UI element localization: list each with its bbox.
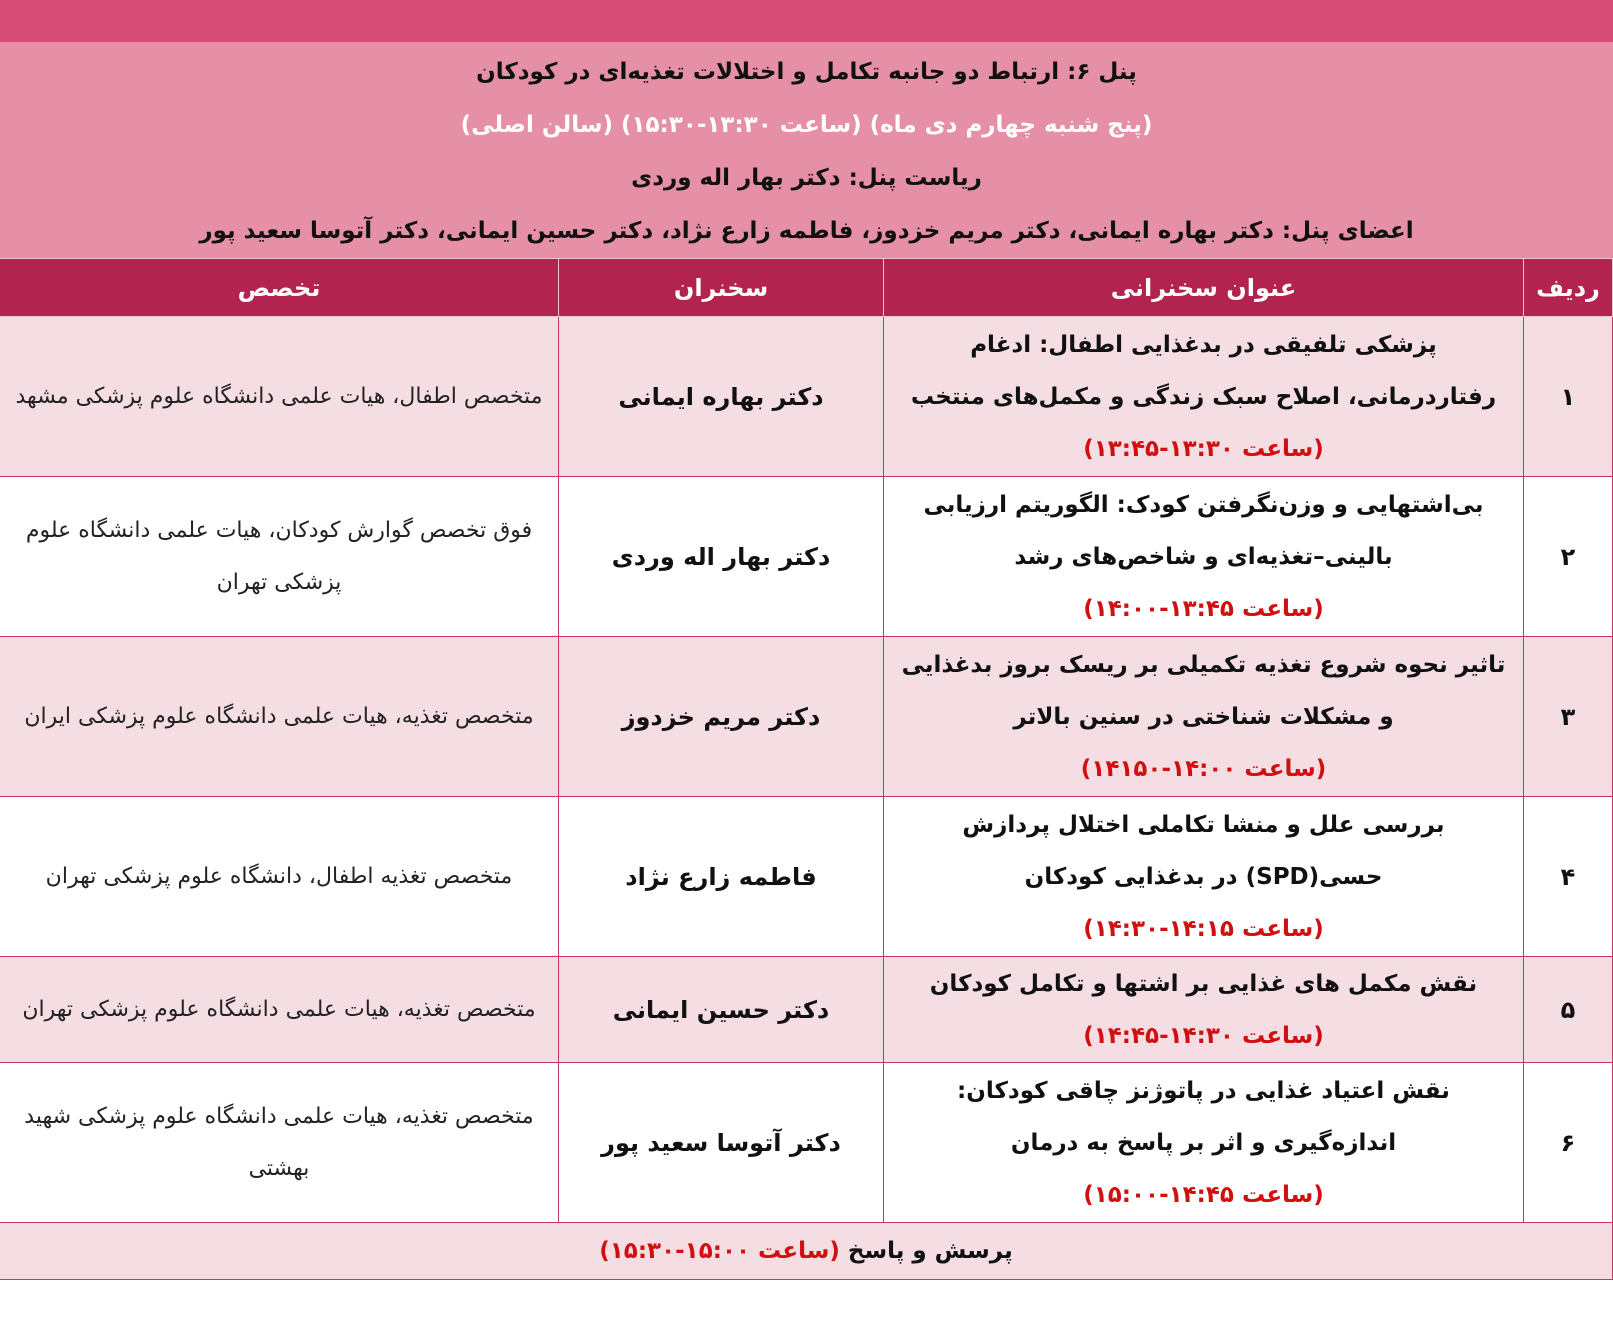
table-row	[0, 1063, 1613, 1223]
row-number: ۲	[1524, 477, 1613, 637]
speaker-specialty: متخصص تغذیه، هیات علمی دانشگاه علوم پزشکی شهید بهشتی	[0, 1063, 559, 1223]
table-row	[0, 477, 1613, 637]
talk-title: نقش اعتیاد غذایی در پاتوژنز چاقی کودکان: اندازه‌گیری و اثر بر پاسخ به درمان	[957, 1077, 1450, 1156]
column-header-title: عنوان سخنرانی	[884, 259, 1524, 317]
speaker-name: دکتر حسین ایمانی	[559, 957, 884, 1063]
talk-cell	[884, 317, 1524, 477]
table-row	[0, 637, 1613, 797]
row-number: ۴	[1524, 797, 1613, 957]
speaker-name: دکتر آتوسا سعید پور	[559, 1063, 884, 1223]
talk-time: (ساعت ۱۴:۰۰-۱۴۱۵۰)	[1080, 755, 1327, 782]
talk-cell	[884, 957, 1524, 1063]
panel-chair: ریاست پنل: دکتر بهار اله وردی	[631, 165, 982, 191]
panel-title: پنل ۶: ارتباط دو جانبه تکامل و اختلالات تغذیه‌ای در کودکان	[476, 59, 1137, 85]
speaker-specialty: متخصص اطفال، هیات علمی دانشگاه علوم پزشکی مشهد	[0, 317, 559, 477]
talk-time: (ساعت ۱۴:۱۵-۱۴:۳۰)	[1083, 915, 1324, 942]
column-header-specialty: تخصص	[0, 259, 559, 317]
talk-cell	[884, 477, 1524, 637]
talk-title: بررسی علل و منشا تکاملی اختلال پردازش حسی(SPD) در بدغذایی کودکان	[962, 811, 1445, 890]
panel-date-time: (پنج شنبه چهارم دی ماه) (ساعت ۱۳:۳۰-۱۵:۳۰) (سالن اصلی)	[460, 112, 1153, 138]
speaker-name: دکتر بهار اله وردی	[559, 477, 884, 637]
speaker-specialty: متخصص تغذیه، هیات علمی دانشگاه علوم پزشکی ایران	[0, 637, 559, 797]
row-number: ۵	[1524, 957, 1613, 1063]
row-number: ۳	[1524, 637, 1613, 797]
talk-cell	[884, 797, 1524, 957]
table-row	[0, 957, 1613, 1063]
talk-title: نقش مکمل های غذایی بر اشتها و تکامل کودکان	[929, 970, 1478, 997]
speaker-name: دکتر بهاره ایمانی	[559, 317, 884, 477]
table-header-row	[0, 259, 1613, 317]
panel-members: اعضای پنل: دکتر بهاره ایمانی، دکتر مریم خزدوز، فاطمه زارع نژاد، دکتر حسین ایمانی، دکتر آتوسا سعید پور	[199, 218, 1414, 244]
speaker-name: دکتر مریم خزدوز	[559, 637, 884, 797]
speaker-specialty: متخصص تغذیه، هیات علمی دانشگاه علوم پزشکی تهران	[0, 957, 559, 1063]
panel-header	[0, 42, 1613, 258]
talk-title: تاثیر نحوه شروع تغذیه تکمیلی بر ریسک بروز بدغذایی و مشکلات شناختی در سنین بالاتر	[901, 651, 1506, 730]
top-band	[0, 0, 1613, 42]
talk-time: (ساعت ۱۳:۳۰-۱۳:۴۵)	[1083, 435, 1324, 462]
qa-cell	[0, 1223, 1613, 1280]
talk-title: پزشکی تلفیقی در بدغذایی اطفال: ادغام رفتاردرمانی، اصلاح سبک زندگی و مکمل‌های منتخب	[910, 331, 1497, 410]
qa-time: (ساعت ۱۵:۰۰-۱۵:۳۰)	[599, 1238, 840, 1264]
row-number: ۱	[1524, 317, 1613, 477]
talk-cell	[884, 1063, 1524, 1223]
talk-time: (ساعت ۱۴:۳۰-۱۴:۴۵)	[1083, 1022, 1324, 1049]
speaker-name: فاطمه زارع نژاد	[559, 797, 884, 957]
qa-row	[0, 1223, 1613, 1280]
table-row	[0, 317, 1613, 477]
column-header-speaker: سخنران	[559, 259, 884, 317]
column-header-num: ردیف	[1524, 259, 1613, 317]
talk-time: (ساعت ۱۳:۴۵-۱۴:۰۰)	[1083, 595, 1324, 622]
talk-title: بی‌اشتهایی و وزن‌نگرفتن کودک: الگوریتم ارزیابی بالینی–تغذیه‌ای و شاخص‌های رشد	[923, 491, 1484, 570]
talk-cell	[884, 637, 1524, 797]
row-number: ۶	[1524, 1063, 1613, 1223]
schedule-table	[0, 258, 1613, 1280]
talk-time: (ساعت ۱۴:۴۵-۱۵:۰۰)	[1083, 1181, 1324, 1208]
speaker-specialty: فوق تخصص گوارش کودکان، هیات علمی دانشگاه علوم پزشکی تهران	[0, 477, 559, 637]
qa-label: پرسش و پاسخ	[847, 1238, 1013, 1264]
speaker-specialty: متخصص تغذیه اطفال، دانشگاه علوم پزشکی تهران	[0, 797, 559, 957]
table-row	[0, 797, 1613, 957]
